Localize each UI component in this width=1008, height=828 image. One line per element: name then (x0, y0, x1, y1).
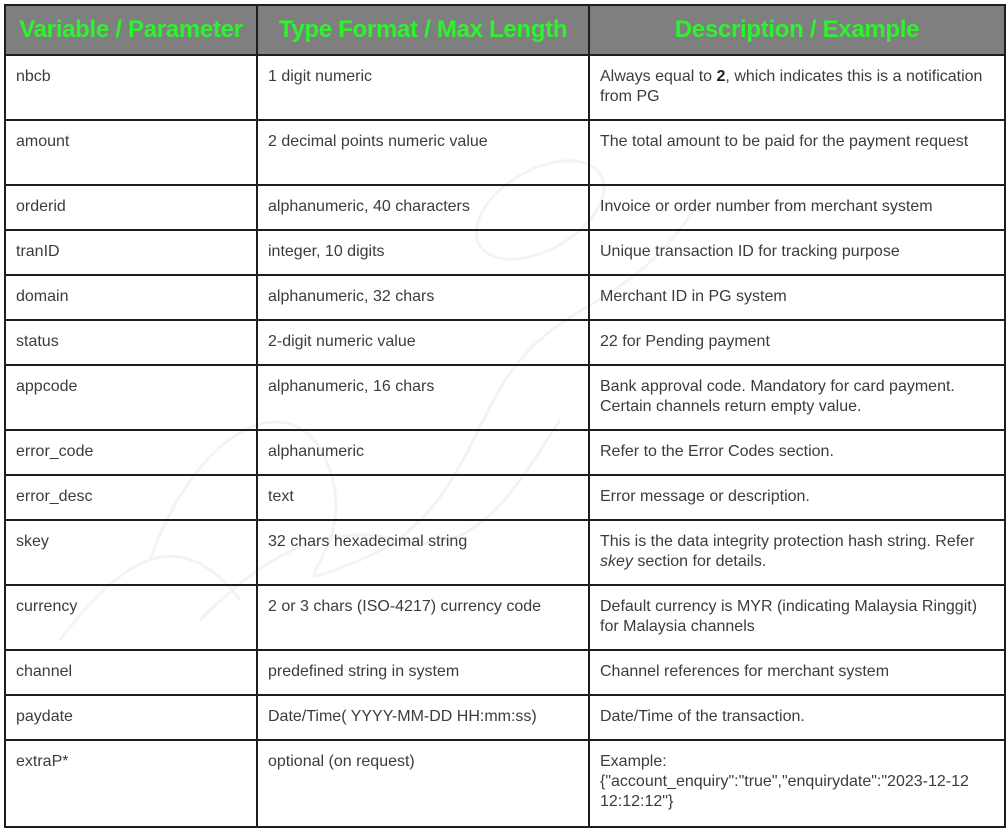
table-header-row (5, 5, 1005, 55)
table-row (5, 520, 1005, 585)
param-description (589, 520, 1005, 585)
param-type: Date/Time( YYYY-MM-DD HH:mm:ss) (257, 695, 589, 740)
example-json: {"account_enquiry":"true","enquirydate":"2023-12-12 12:12:12"} (600, 773, 969, 810)
param-name: tranID (5, 230, 257, 275)
param-name: channel (5, 650, 257, 695)
desc-text: , which indicates this is a notification from PG (600, 68, 983, 105)
header-variable-parameter: Variable / Parameter (5, 5, 257, 55)
param-name: orderid (5, 185, 257, 230)
desc-text: This is the data integrity protection hash string. Refer (600, 533, 975, 550)
param-type: alphanumeric, 40 characters (257, 185, 589, 230)
param-description: Error message or description. (589, 475, 1005, 520)
param-type: text (257, 475, 589, 520)
param-name: extraP* (5, 740, 257, 827)
param-type: alphanumeric, 32 chars (257, 275, 589, 320)
parameters-table (4, 4, 1006, 828)
param-description: Channel references for merchant system (589, 650, 1005, 695)
param-description: Bank approval code. Mandatory for card payment. Certain channels return empty value. (589, 365, 1005, 430)
param-name: error_desc (5, 475, 257, 520)
param-type: alphanumeric, 16 chars (257, 365, 589, 430)
param-description: Default currency is MYR (indicating Malaysia Ringgit) for Malaysia channels (589, 585, 1005, 650)
table-row (5, 275, 1005, 320)
param-name: error_code (5, 430, 257, 475)
param-description (589, 740, 1005, 827)
table-row (5, 120, 1005, 185)
param-name: status (5, 320, 257, 365)
param-name: currency (5, 585, 257, 650)
param-description: Invoice or order number from merchant system (589, 185, 1005, 230)
param-description: The total amount to be paid for the payment request (589, 120, 1005, 185)
table-row (5, 185, 1005, 230)
param-description: Merchant ID in PG system (589, 275, 1005, 320)
param-name: skey (5, 520, 257, 585)
desc-italic-term: skey (600, 553, 633, 570)
param-type: 2-digit numeric value (257, 320, 589, 365)
param-description: 22 for Pending payment (589, 320, 1005, 365)
table-row (5, 585, 1005, 650)
header-description: Description / Example (589, 5, 1005, 55)
table-row (5, 695, 1005, 740)
param-description: Unique transaction ID for tracking purpose (589, 230, 1005, 275)
header-type-format: Type Format / Max Length (257, 5, 589, 55)
param-type: 2 or 3 chars (ISO-4217) currency code (257, 585, 589, 650)
param-type: integer, 10 digits (257, 230, 589, 275)
param-name: appcode (5, 365, 257, 430)
param-name: nbcb (5, 55, 257, 120)
param-name: domain (5, 275, 257, 320)
desc-text: Always equal to (600, 68, 717, 85)
param-type: alphanumeric (257, 430, 589, 475)
table-row (5, 740, 1005, 827)
table-row (5, 230, 1005, 275)
param-type: predefined string in system (257, 650, 589, 695)
param-type: 2 decimal points numeric value (257, 120, 589, 185)
example-label: Example: (600, 753, 667, 770)
table-row (5, 365, 1005, 430)
param-description (589, 55, 1005, 120)
param-description: Date/Time of the transaction. (589, 695, 1005, 740)
table-row (5, 320, 1005, 365)
table-row (5, 650, 1005, 695)
param-type: optional (on request) (257, 740, 589, 827)
desc-text: section for details. (632, 553, 767, 570)
table-row (5, 430, 1005, 475)
desc-bold-value: 2 (716, 68, 726, 85)
param-type: 1 digit numeric (257, 55, 589, 120)
param-name: paydate (5, 695, 257, 740)
param-name: amount (5, 120, 257, 185)
param-description: Refer to the Error Codes section. (589, 430, 1005, 475)
table-row (5, 475, 1005, 520)
param-type: 32 chars hexadecimal string (257, 520, 589, 585)
table-row (5, 55, 1005, 120)
